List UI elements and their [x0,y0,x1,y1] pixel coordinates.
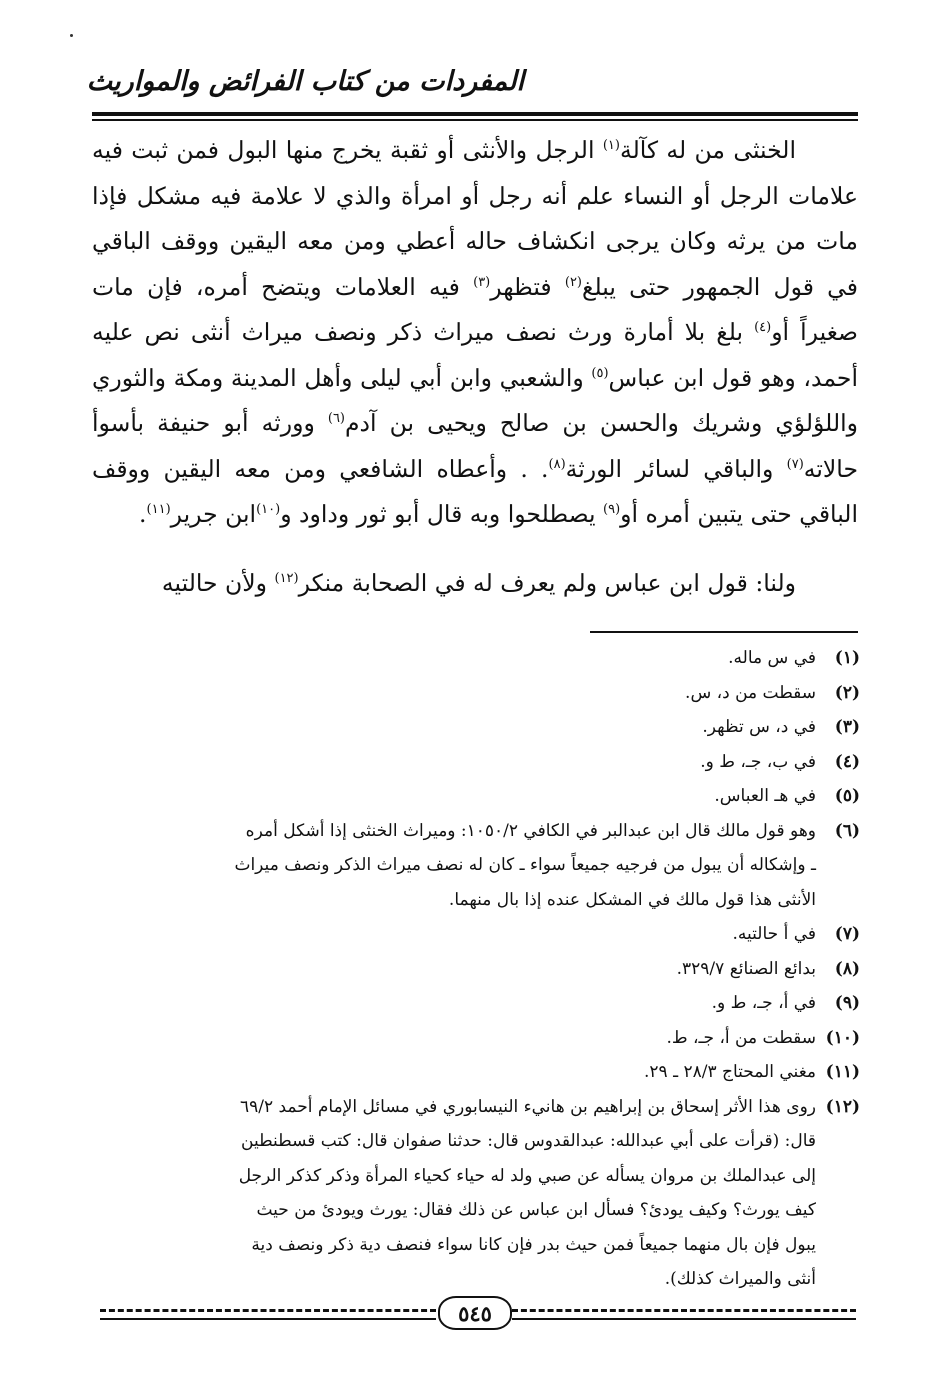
footnote-text [98,952,816,987]
footnote-line: في د، س تظهر. [702,717,816,737]
text-run: بلغ بلا أمارة ورث نصف ميراث ذكر ونصف ميراث أنثى نص عليه أحمد، وهو قول ابن عباس [92,318,858,392]
footnote-item [98,917,860,952]
footnote-line: في أ حالتيه. [732,924,816,944]
text-run: فيه العلامات ويتضح أمره، فإن مات صغيراً أو [92,272,858,346]
footnote-ref: (٩) [603,502,621,517]
footnote-line: الأنثى هذا قول مالك في المشكل عنده إذا بال منهما. [448,889,816,910]
footer-dashed-rule-right [512,1309,856,1312]
footnote-ref: (٦) [327,411,345,426]
footnote-ref: (٥) [591,365,609,381]
footnote-ref: (٣) [473,274,491,290]
footnote-item [98,1021,860,1056]
footnote-ref: (١٠) [256,502,281,517]
footnote-text [98,1021,816,1056]
footnote-text [98,1055,816,1090]
footnote-number: (٦) [834,820,860,841]
footnote-text [98,710,816,745]
footnote-line: أنثى والميراث كذلك). [664,1269,816,1289]
footnote-line: في هـ العباس. [714,786,816,806]
paragraph-1 [92,128,858,538]
text-run: والشعبي وابن أبي ليلى وأهل المدينة ومكة والثوري واللؤلؤي وشريك والحسن بن صالح ويحيى بن آدم [92,363,859,437]
text-run: الرجل والأنثى أو ثقبة يخرج منها البول فمن ثبت فيه علامات الرجل أو النساء علم أنه رجل أو امرأة والذي لا علامة فيه مشكل فإذا مات من يرثه وكان يرجى انكشاف حاله أعطي ومن معه اليقين ووقف الباقي في قول الجمهور حتى يبلغ [92,136,858,301]
footnote-line: مغني المحتاج ٢٨/٣ ـ ٢٩. [644,1062,816,1082]
footnote-line: وهو قول مالك قال ابن عبدالبر في الكافي ١٠٥٠/٢: وميراث الخنثى إذا أشكل أمره [245,820,816,841]
scan-speck [70,34,73,37]
text-run: الخنثى من له كآلة [619,136,796,164]
footer-solid-rule-left [100,1318,436,1320]
footnotes-list [98,641,860,1297]
footnote-line: قال: (قرأت على أبي عبدالله: عبدالقدوس قال: حدثنا صفوان قال: كتب قسطنطين [241,1131,816,1151]
footnote-line: في ب، جـ، ط و. [700,751,816,772]
footnote-line: كيف يورث؟ وكيف يودئ؟ فسأل ابن عباس عن ذلك فقال: يورث ويودئ من حيث [256,1200,816,1220]
footnote-line: بدائع الصنائع ٣٢٩/٧. [676,958,816,979]
text-run: وورثه أبو حنيفة بأسوأ حالاته [92,409,858,483]
footnote-line: في س ماله. [728,648,816,668]
footnote-ref: (١) [602,138,620,153]
footnote-number: (٧) [834,924,860,944]
footnote-line: ـ وإشكاله أن يبول من فرجيه جميعاً سواء ـ كان له نصف ميراث الذكر ونصف ميراث [234,855,816,875]
footnote-text [98,986,816,1021]
text-run: ولأن حالتيه [161,569,275,597]
footnote-line: يبول فإن بال منهما جميعاً فمن حيث بدر فإن كانا سواء فنصف دية ذكر ونصف دية [251,1234,816,1255]
footnote-item [98,779,860,814]
footnote-number: (١) [834,648,860,668]
footnote-number: (١٠) [825,1027,860,1048]
footnote-number: (٨) [834,958,860,979]
running-header-title: المفردات من كتاب الفرائض والمواريث [86,66,524,97]
footer-solid-rule-right [512,1318,856,1320]
footnote-text [98,917,816,952]
footnote-item [98,814,860,918]
footnote-text [98,779,816,814]
footnote-number: (٩) [834,993,860,1013]
footnote-text [98,1090,816,1297]
footnote-item [98,952,860,987]
footnote-ref: (٨) [548,456,566,472]
header-rule-thin [92,119,858,121]
footnote-text [98,745,816,780]
footnote-item [98,676,860,711]
footnote-ref: (٧) [786,456,804,472]
footnote-ref: (١١) [146,502,171,517]
text-run: . . وأعطاه الشافعي ومن معه اليقين ووقف الباقي حتى يتبين أمره أو [92,454,858,528]
footnote-text [98,676,816,711]
footnote-ref: (٤) [754,320,772,335]
footnote-item [98,1055,860,1090]
footnote-line: سقطت من أ، جـ، ط. [666,1027,816,1048]
footnote-separator [590,631,858,633]
footnote-line: سقطت من د، س. [685,682,816,703]
footnote-ref: (١٢) [274,571,299,586]
footnote-number: (٤) [834,751,860,772]
header-rule-thick [92,112,858,116]
footnote-number: (١٢) [825,1096,860,1117]
footer-dashed-rule-left [100,1309,436,1312]
text-run: ابن جرير [170,500,257,528]
footnote-text [98,814,816,918]
footnote-item [98,986,860,1021]
footnote-item [98,641,860,676]
paragraph-2 [92,561,858,606]
footnote-number: (٢) [834,682,860,703]
text-run: ولنا: قول ابن عباس ولم يعرف له في الصحابة منكر [298,569,796,597]
footnote-line: في أ، جـ، ط و. [711,993,816,1013]
footnote-item [98,1090,860,1297]
page-number: ٥٤٥ [438,1296,512,1330]
footnote-line: روى هذا الأثر إسحاق بن إبراهيم بن هانيء النيسابوري في مسائل الإمام أحمد ٦٩/٢ [239,1096,816,1117]
footnote-item [98,710,860,745]
text-run: . [139,500,147,528]
footnote-number: (٥) [834,786,860,806]
text-run: فتظهر [490,272,565,301]
main-text [92,128,858,538]
footnote-line: إلى عبدالملك بن مروان يسأله عن صبي ولد له حياء كحياء المرأة وذكر كذكر الرجل [238,1165,816,1186]
text-run: يصطلحوا وبه قال أبو ثور وداود و [280,500,604,528]
footnote-item [98,745,860,780]
footnote-number: (١١) [825,1062,860,1082]
text-run: والباقي لسائر الورثة [565,454,787,483]
footnote-number: (٣) [834,717,860,737]
footnote-ref: (٢) [564,274,582,290]
footnote-text [98,641,816,676]
